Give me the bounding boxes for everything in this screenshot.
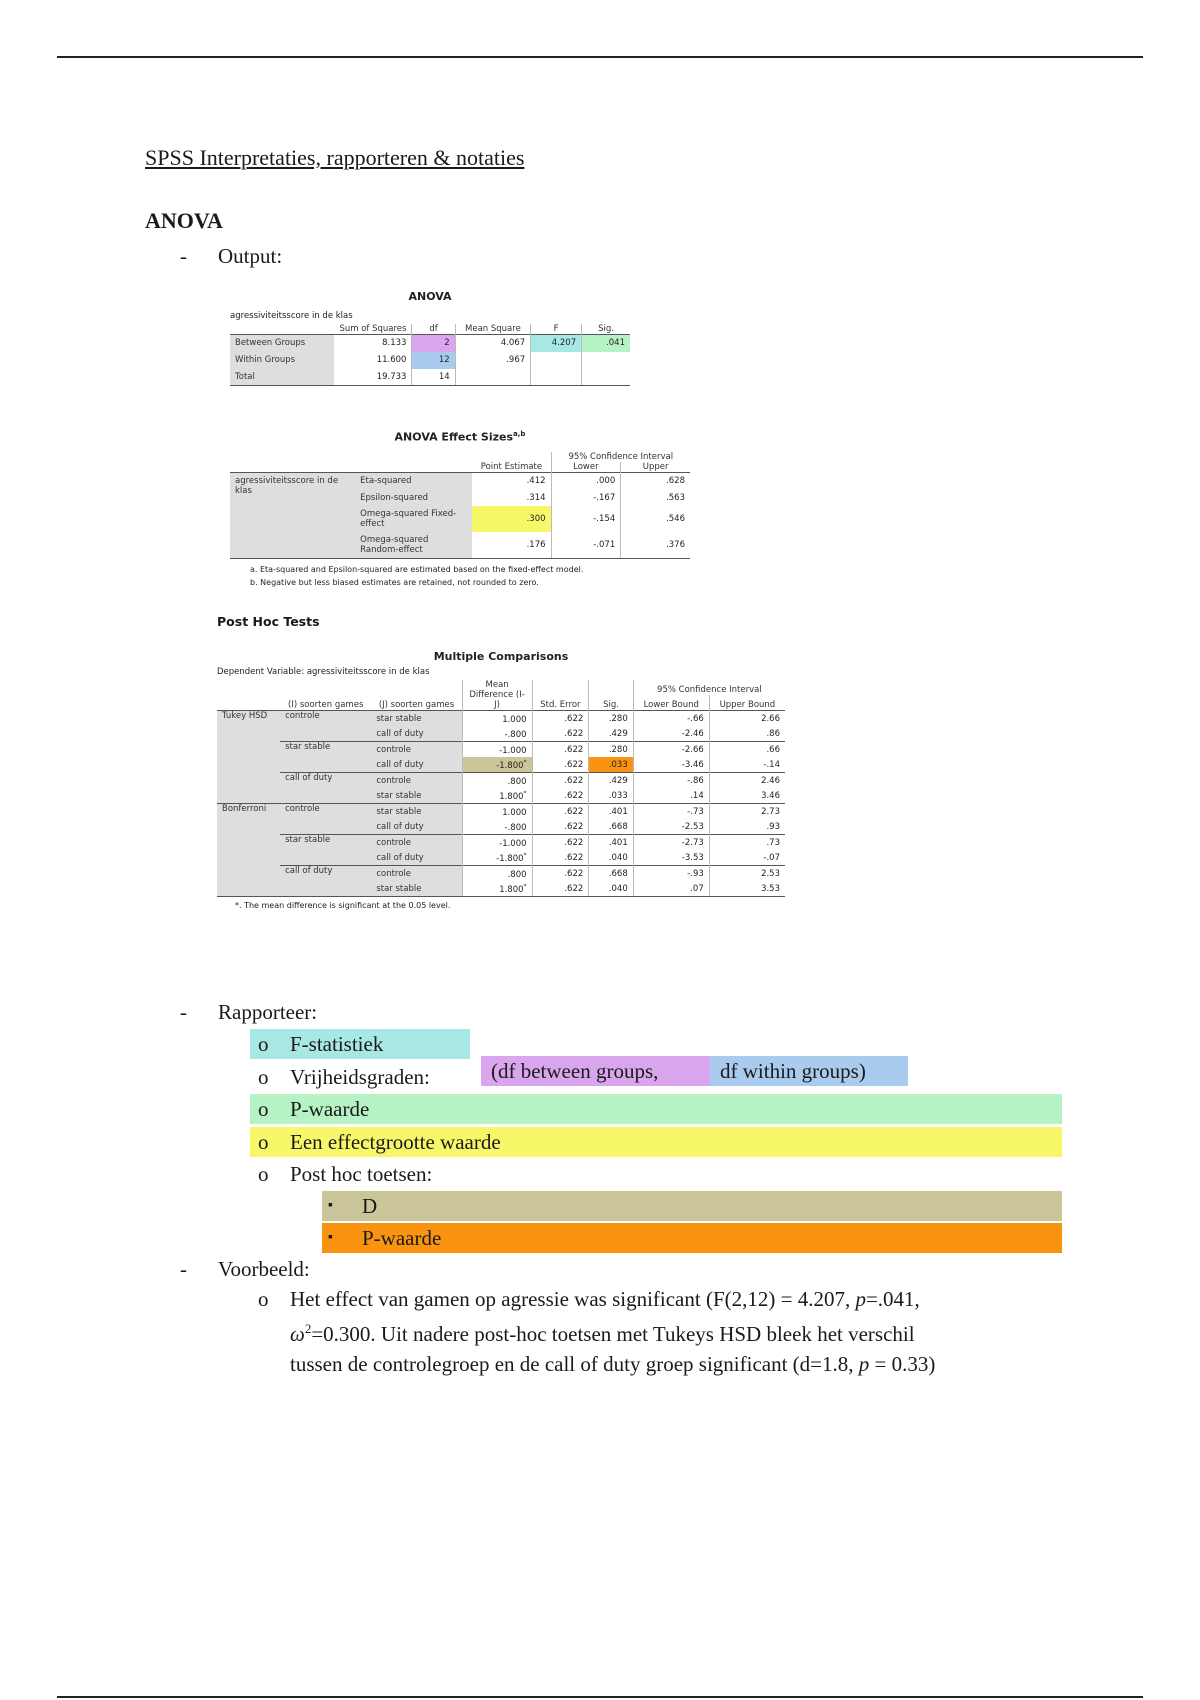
mc-star: * — [523, 758, 527, 766]
mc-cell: .622 — [532, 866, 589, 882]
anova-h-df: df — [412, 324, 455, 335]
df-within-label: df within groups) — [710, 1056, 908, 1086]
effect-note-b: b. Negative but less biased estimates are retained, not rounded to zero. — [250, 577, 539, 587]
effect-row-label: agressiviteitsscore in de klas — [230, 472, 355, 558]
effect-cell: -.167 — [551, 489, 621, 506]
anova-h-ms: Mean Square — [455, 324, 530, 335]
anova-table — [230, 290, 630, 386]
mc-i-label: call of duty — [280, 866, 371, 897]
mc-md-value: -1.000 — [499, 745, 527, 756]
effect-measure-label: Eta-squared — [355, 472, 472, 489]
table-row — [217, 835, 785, 851]
mc-cell: .429 — [589, 726, 633, 742]
mc-cell: -3.46 — [633, 757, 709, 773]
mc-i-label: controle — [280, 711, 371, 742]
mc-cell: -2.53 — [633, 819, 709, 835]
effect-size-table — [230, 430, 690, 587]
anova-cell — [582, 352, 630, 369]
mc-dependent: Dependent Variable: agressiviteitsscore in de klas — [217, 667, 430, 677]
mc-cell: .73 — [709, 835, 785, 851]
mc-star: * — [523, 789, 527, 797]
bullet-marker: o — [258, 1032, 269, 1056]
mc-i-label: controle — [280, 804, 371, 835]
mc-j-label: controle — [371, 773, 462, 789]
mc-cell: .622 — [532, 773, 589, 789]
mc-h-i: (I) soorten games — [288, 700, 364, 710]
example-line1a: Het effect van gamen op agressie was significant (F(2,12) = 4.207, — [290, 1287, 856, 1311]
mc-cell: 2.73 — [709, 804, 785, 820]
mc-md-highlight — [462, 757, 532, 773]
mc-note: *. The mean difference is significant at the 0.05 level. — [235, 901, 451, 910]
mc-cell: .040 — [589, 881, 633, 897]
mc-cell: -.73 — [633, 804, 709, 820]
anova-cell: 4.067 — [455, 335, 530, 352]
anova-df-between: 2 — [412, 335, 455, 352]
effect-cell: .628 — [621, 472, 690, 489]
mc-cell — [462, 726, 532, 742]
posthoc-title: Post Hoc Tests — [217, 614, 320, 629]
mc-cell: .401 — [589, 835, 633, 851]
effect-cell: .000 — [551, 472, 621, 489]
effect-cell: .546 — [666, 514, 685, 525]
mc-j-label: star stable — [371, 881, 462, 897]
effect-cell: .376 — [621, 532, 690, 558]
mc-cell: .86 — [766, 728, 780, 739]
mc-cell — [462, 773, 532, 789]
mc-cell: .07 — [633, 881, 709, 897]
mc-cell: 2.53 — [709, 866, 785, 882]
mc-j-label: call of duty — [371, 819, 462, 835]
mc-j-label: call of duty — [371, 850, 462, 866]
mc-cell: -.14 — [763, 759, 780, 770]
subbullet-p-waarde — [322, 1223, 1062, 1253]
square-marker: ▪ — [328, 1230, 333, 1245]
df-between-label: (df between groups, — [481, 1056, 710, 1086]
effect-cell: .563 — [666, 492, 685, 503]
anova-cell — [531, 352, 582, 369]
output-item — [180, 244, 282, 269]
anova-cell: 11.600 — [334, 352, 412, 369]
posthoc-label: Post hoc toetsen: — [290, 1162, 433, 1186]
mc-cell: .668 — [589, 866, 633, 882]
mc-cell: .622 — [532, 819, 589, 835]
anova-row-label: Total — [230, 369, 334, 386]
bullet-posthoc — [250, 1159, 650, 1189]
effect-measure-label: Omega-squared Random-effect — [355, 532, 472, 558]
table-row — [230, 472, 690, 489]
mc-cell: .622 — [532, 742, 589, 758]
anova-row-label: Within Groups — [230, 352, 334, 369]
mc-cell: .622 — [532, 804, 589, 820]
mc-j-label: controle — [371, 866, 462, 882]
effect-caption-text: ANOVA Effect Sizes — [394, 430, 514, 444]
mc-h-sig: Sig. — [589, 680, 633, 711]
section-heading: ANOVA — [145, 208, 223, 233]
anova-cell — [455, 369, 530, 386]
effect-measure-label: Epsilon-squared — [355, 489, 472, 506]
effect-h-point: Point Estimate — [472, 452, 551, 473]
mc-h-md: Mean Difference (I-J) — [462, 680, 532, 711]
mc-method-label: Bonferroni — [217, 804, 280, 897]
effect-measure-label: Omega-squared Fixed-effect — [355, 506, 472, 532]
example-p: p — [855, 1287, 866, 1311]
voorbeeld-item — [180, 1257, 310, 1282]
mc-cell: -3.53 — [633, 850, 709, 866]
mc-j-label: controle — [371, 742, 462, 758]
mc-h-ci: 95% Confidence Interval — [657, 684, 762, 695]
effect-h-upper: Upper — [642, 461, 669, 472]
anova-cell: .967 — [455, 352, 530, 369]
p-waarde2-label: P-waarde — [362, 1226, 442, 1250]
effect-caption — [230, 430, 690, 444]
subbullet-d — [322, 1191, 1062, 1221]
mc-i-label: call of duty — [280, 773, 371, 804]
dash-marker: - — [180, 1257, 187, 1281]
mc-cell: -2.46 — [633, 726, 709, 742]
mc-cell: 3.53 — [709, 881, 785, 897]
bottom-rule — [57, 1696, 1143, 1698]
anova-h-f: F — [531, 324, 582, 335]
effect-cell: -.071 — [551, 532, 621, 558]
effect-note-a: a. Eta-squared and Epsilon-squared are estimated based on the fixed-effect model. — [250, 564, 584, 574]
effect-cell: .412 — [472, 472, 551, 489]
mc-md-value: 1.800 — [499, 884, 524, 895]
mc-h-se: Std. Error — [532, 680, 589, 711]
example-line3a: tussen de controlegroep en de call of duty groep significant (d=1.8, — [290, 1352, 859, 1376]
mc-cell: .14 — [633, 788, 709, 804]
table-row — [230, 335, 630, 352]
mc-cell: .280 — [589, 742, 633, 758]
anova-f-value: 4.207 — [531, 335, 582, 352]
mc-cell: .033 — [589, 788, 633, 804]
mc-j-label: star stable — [371, 711, 462, 727]
mc-j-label: star stable — [371, 804, 462, 820]
mc-h-lower: Lower Bound — [633, 695, 709, 711]
mc-md-value: .800 — [507, 776, 527, 787]
effect-cell: .176 — [472, 532, 551, 558]
example-omega: ω — [290, 1322, 305, 1346]
mc-cell: -2.66 — [633, 742, 709, 758]
effect-h-ci: 95% Confidence Interval — [568, 451, 674, 462]
mc-i-label: star stable — [280, 835, 371, 866]
mc-cell — [462, 866, 532, 882]
mc-star: * — [523, 882, 527, 890]
bullet-p-waarde — [250, 1094, 1062, 1124]
rapporteer-label: Rapporteer: — [218, 1000, 318, 1024]
mc-cell: .040 — [589, 850, 633, 866]
mc-j-label: star stable — [371, 788, 462, 804]
mc-star: * — [523, 851, 527, 859]
anova-cell: 19.733 — [334, 369, 412, 386]
square-marker: ▪ — [328, 1198, 333, 1213]
mc-cell: .280 — [589, 711, 633, 727]
mc-cell — [462, 850, 532, 866]
mc-cell: 2.66 — [709, 711, 785, 727]
mc-cell: .66 — [709, 742, 785, 758]
table-row — [217, 773, 785, 789]
page-title: SPSS Interpretaties, rapporteren & notaties — [145, 145, 525, 170]
dash-marker: - — [180, 244, 187, 268]
mc-cell: .668 — [589, 819, 633, 835]
mc-cell: -2.73 — [633, 835, 709, 851]
bullet-marker: o — [258, 1097, 269, 1121]
mc-cell: .622 — [532, 881, 589, 897]
mc-cell: 3.46 — [761, 790, 780, 801]
effect-cell: .314 — [472, 489, 551, 506]
anova-cell: 8.133 — [334, 335, 412, 352]
mc-md-value: 1.000 — [502, 807, 527, 818]
mc-caption: Multiple Comparisons — [433, 650, 569, 663]
anova-cell — [531, 369, 582, 386]
mc-md-value: .800 — [507, 869, 527, 880]
mc-md-value: -.800 — [504, 822, 527, 833]
mc-md-value: -1.000 — [499, 838, 527, 849]
anova-h-sig: Sig. — [598, 324, 614, 334]
effectgrootte-label: Een effectgrootte waarde — [290, 1130, 501, 1154]
mc-cell: .429 — [589, 773, 633, 789]
p-waarde-label: P-waarde — [290, 1097, 370, 1121]
effect-h-lower: Lower — [551, 462, 621, 473]
mc-cell — [462, 788, 532, 804]
mc-cell: .622 — [532, 757, 589, 773]
voorbeeld-label: Voorbeeld: — [218, 1257, 310, 1281]
mc-j-label: call of duty — [371, 757, 462, 773]
output-label: Output: — [218, 244, 283, 268]
mc-cell: -.86 — [633, 773, 709, 789]
effect-omega-value: .300 — [472, 506, 551, 532]
anova-caption: ANOVA — [408, 290, 452, 303]
top-rule — [57, 56, 1143, 58]
mc-cell: -.66 — [633, 711, 709, 727]
f-statistiek-label: F-statistiek — [290, 1032, 384, 1056]
rapporteer-item — [180, 1000, 317, 1025]
mc-cell: .93 — [766, 821, 780, 832]
mc-md-value: 1.800 — [499, 791, 524, 802]
anova-h-ss: Sum of Squares — [334, 324, 412, 335]
example-sup: 2 — [304, 1321, 312, 1336]
mc-i-label: star stable — [280, 742, 371, 773]
example-line3b: = 0.33) — [869, 1352, 936, 1376]
bullet-marker: o — [258, 1130, 269, 1154]
table-row — [230, 369, 630, 386]
mc-cell — [462, 835, 532, 851]
vrijheidsgraden-label: Vrijheidsgraden: — [290, 1065, 430, 1089]
effect-caption-sup: a,b — [513, 430, 526, 438]
mc-cell — [462, 881, 532, 897]
mc-cell: 2.46 — [709, 773, 785, 789]
mc-cell: -.93 — [633, 866, 709, 882]
anova-row-label: Between Groups — [230, 335, 334, 352]
table-row — [217, 804, 785, 820]
effect-cell: -.154 — [551, 506, 621, 532]
mc-cell: -.07 — [763, 852, 780, 863]
table-row — [217, 866, 785, 882]
mc-cell — [462, 742, 532, 758]
mc-sig-highlight: .033 — [589, 757, 633, 773]
mc-md-value: -1.800 — [496, 760, 524, 771]
anova-dependent: agressiviteitsscore in de klas — [230, 311, 353, 321]
mc-cell: .622 — [532, 711, 589, 727]
table-row — [230, 352, 630, 369]
bullet-marker: o — [258, 1287, 269, 1311]
bullet-f-statistiek — [250, 1029, 470, 1059]
bullet-effectgrootte — [250, 1127, 1062, 1157]
anova-cell: 14 — [412, 369, 455, 386]
bullet-marker: o — [258, 1065, 269, 1089]
mc-md-value: 1.000 — [502, 714, 527, 725]
table-row — [217, 711, 785, 727]
mc-md-value: -.800 — [504, 729, 527, 740]
mc-cell — [462, 819, 532, 835]
voorbeeld-text — [250, 1284, 1070, 1379]
d-label: D — [362, 1194, 378, 1218]
mc-cell: .622 — [532, 788, 589, 804]
mc-cell: .401 — [589, 804, 633, 820]
mc-cell — [462, 711, 532, 727]
mc-cell: .622 — [532, 726, 589, 742]
anova-cell — [582, 369, 630, 386]
mc-cell: .622 — [532, 835, 589, 851]
mc-j-label: controle — [371, 835, 462, 851]
anova-sig-value: .041 — [582, 335, 630, 352]
mc-md-value: -1.800 — [496, 853, 524, 864]
multiple-comparisons-table — [217, 650, 785, 910]
mc-cell — [462, 804, 532, 820]
mc-cell: .622 — [532, 850, 589, 866]
bullet-marker: o — [258, 1162, 269, 1186]
dash-marker: - — [180, 1000, 187, 1024]
example-line2: =0.300. Uit nadere post-hoc toetsen met Tukeys HSD bleek het verschil — [311, 1322, 915, 1346]
example-line1b: =.041, — [865, 1287, 920, 1311]
mc-j-label: call of duty — [371, 726, 462, 742]
mc-h-upper: Upper Bound — [719, 700, 776, 710]
bullet-vrijheidsgraden — [250, 1062, 470, 1092]
example-p2: p — [858, 1352, 870, 1376]
mc-h-j: (J) soorten games — [371, 680, 462, 711]
mc-method-label: Tukey HSD — [217, 711, 280, 804]
anova-df-within: 12 — [412, 352, 455, 369]
table-row — [217, 742, 785, 758]
